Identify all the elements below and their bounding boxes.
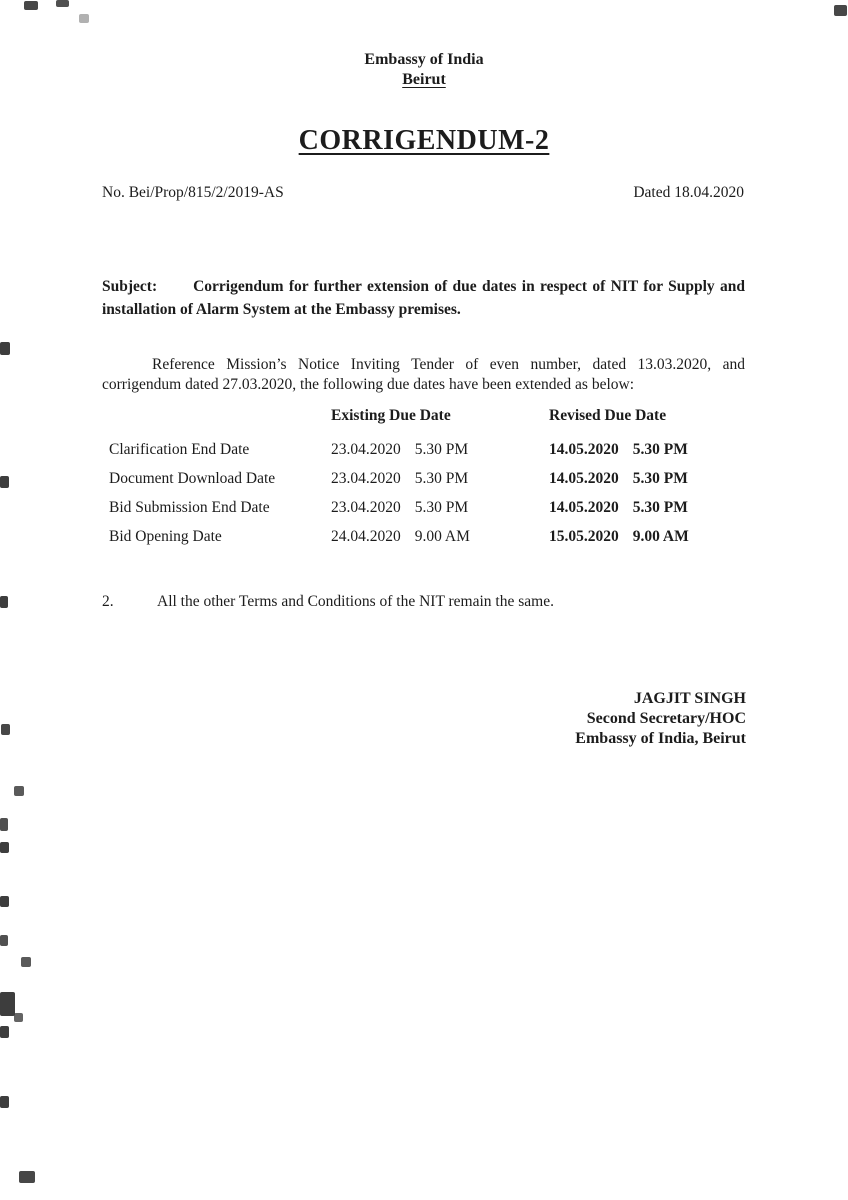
existing-date: 23.04.2020 [331, 499, 401, 516]
existing-time: 5.30 PM [414, 499, 469, 516]
revised-cell [549, 470, 748, 499]
scan-artifact [0, 342, 10, 355]
existing-date: 23.04.2020 [331, 441, 401, 458]
row-label: Bid Submission End Date [109, 499, 270, 516]
row-label: Clarification End Date [109, 441, 250, 458]
revised-cell [549, 528, 748, 557]
subject-text: Corrigendum for further extension of due dates in respect of NIT for Supply and installation of Alarm System at the Embassy premises. [102, 277, 745, 318]
existing-time: 9.00 AM [414, 528, 470, 545]
signatory-office: Embassy of India, Beirut [575, 730, 746, 747]
revised-date: 15.05.2020 [549, 528, 619, 545]
existing-cell [331, 470, 549, 499]
scan-artifact [1, 724, 10, 735]
subject-paragraph [102, 275, 745, 321]
reference-date: Dated 18.04.2020 [633, 184, 744, 201]
revised-time: 9.00 AM [632, 528, 689, 545]
row-label: Bid Opening Date [109, 528, 222, 545]
letterhead [0, 50, 848, 90]
revised-due-date-header: Revised Due Date [549, 407, 667, 424]
scan-artifact [14, 786, 24, 796]
scan-artifact [56, 0, 69, 7]
scan-artifact [0, 992, 15, 1016]
scan-artifact [0, 1026, 9, 1038]
scan-artifact [834, 5, 847, 16]
scan-artifact [21, 957, 31, 967]
scan-artifact [24, 1, 38, 10]
signature-block [402, 689, 746, 749]
signatory-designation: Second Secretary/HOC [586, 710, 746, 727]
existing-due-date-header: Existing Due Date [331, 407, 451, 424]
reference-number: No. Bei/Prop/815/2/2019-AS [102, 184, 284, 201]
closing-paragraph [102, 592, 745, 611]
revised-cell [549, 499, 748, 528]
existing-time: 5.30 PM [414, 441, 469, 458]
table-header-row [102, 407, 748, 441]
table-row [102, 499, 748, 528]
table-row [102, 528, 748, 557]
scan-artifact [0, 818, 8, 831]
revised-time: 5.30 PM [632, 470, 688, 487]
scan-artifact [0, 476, 9, 488]
document-title: CORRIGENDUM-2 [298, 125, 550, 156]
org-city: Beirut [402, 71, 446, 88]
revised-time: 5.30 PM [632, 499, 688, 516]
table-row [102, 441, 748, 470]
closing-number: 2. [102, 593, 114, 610]
existing-cell [331, 499, 549, 528]
scan-artifact [0, 1096, 9, 1108]
scan-artifact [0, 842, 9, 853]
scan-artifact [0, 935, 8, 946]
subject-label: Subject: [102, 277, 158, 295]
scan-artifact [19, 1171, 35, 1183]
scan-artifact [14, 1013, 23, 1022]
org-name: Embassy of India [364, 51, 484, 68]
revised-date: 14.05.2020 [549, 441, 619, 458]
revised-time: 5.30 PM [632, 441, 688, 458]
existing-date: 24.04.2020 [331, 528, 401, 545]
revised-date: 14.05.2020 [549, 470, 619, 487]
scan-artifact [0, 596, 8, 608]
existing-cell [331, 441, 549, 470]
revised-date: 14.05.2020 [549, 499, 619, 516]
signatory-name: JAGJIT SINGH [633, 690, 746, 707]
existing-date: 23.04.2020 [331, 470, 401, 487]
existing-cell [331, 528, 549, 557]
scan-artifact [79, 14, 89, 23]
existing-time: 5.30 PM [414, 470, 469, 487]
table-row [102, 470, 748, 499]
scan-artifact [0, 896, 9, 907]
body-paragraph: Reference Mission’s Notice Inviting Tender of even number, dated 13.03.2020, and corrigendum dated 27.03.2020, the following due dates have been extended as below: [102, 355, 745, 393]
due-dates-table [102, 407, 748, 557]
reference-row [102, 183, 744, 202]
revised-cell [549, 441, 748, 470]
row-label: Document Download Date [109, 470, 276, 487]
closing-text: All the other Terms and Conditions of the NIT remain the same. [157, 593, 554, 610]
header-spacer-cell [102, 407, 331, 441]
